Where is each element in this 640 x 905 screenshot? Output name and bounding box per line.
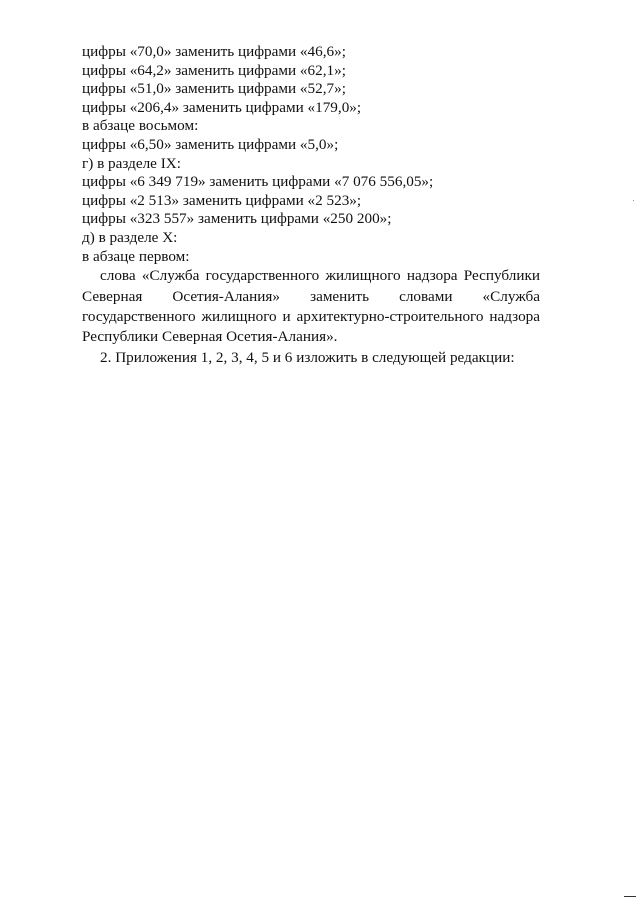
text-line-11: д) в разделе X: bbox=[82, 228, 178, 246]
scan-artifact-right bbox=[633, 200, 634, 201]
text-line-8: цифры «6 349 719» заменить цифрами «7 076 556,05»; bbox=[82, 173, 434, 191]
replacement-paragraph: слова «Служба государственного жилищного надзора Республики Северная Осетия-Алания» заменить словами «Служба государственного жилищного и архитектурно-строительного надзора Республики Северная Осетия-Алания». bbox=[82, 267, 540, 346]
scan-artifact-bottom bbox=[624, 896, 636, 897]
text-line-5: в абзаце восьмом: bbox=[82, 117, 199, 135]
document-body bbox=[82, 43, 540, 368]
text-line-12: в абзаце первом: bbox=[82, 247, 190, 265]
item-2-paragraph: 2. Приложения 1, 2, 3, 4, 5 и 6 изложить в следующей редакции: bbox=[100, 348, 515, 366]
text-line-10: цифры «323 557» заменить цифрами «250 200»; bbox=[82, 210, 392, 228]
text-line-3: цифры «51,0» заменить цифрами «52,7»; bbox=[82, 80, 346, 98]
text-line-1: цифры «70,0» заменить цифрами «46,6»; bbox=[82, 43, 346, 60]
text-line-6: цифры «6,50» заменить цифрами «5,0»; bbox=[82, 135, 339, 153]
text-line-2: цифры «64,2» заменить цифрами «62,1»; bbox=[82, 61, 346, 79]
text-line-4: цифры «206,4» заменить цифрами «179,0»; bbox=[82, 98, 362, 116]
text-line-9: цифры «2 513» заменить цифрами «2 523»; bbox=[82, 191, 362, 209]
text-line-7: г) в разделе IX: bbox=[82, 154, 181, 172]
